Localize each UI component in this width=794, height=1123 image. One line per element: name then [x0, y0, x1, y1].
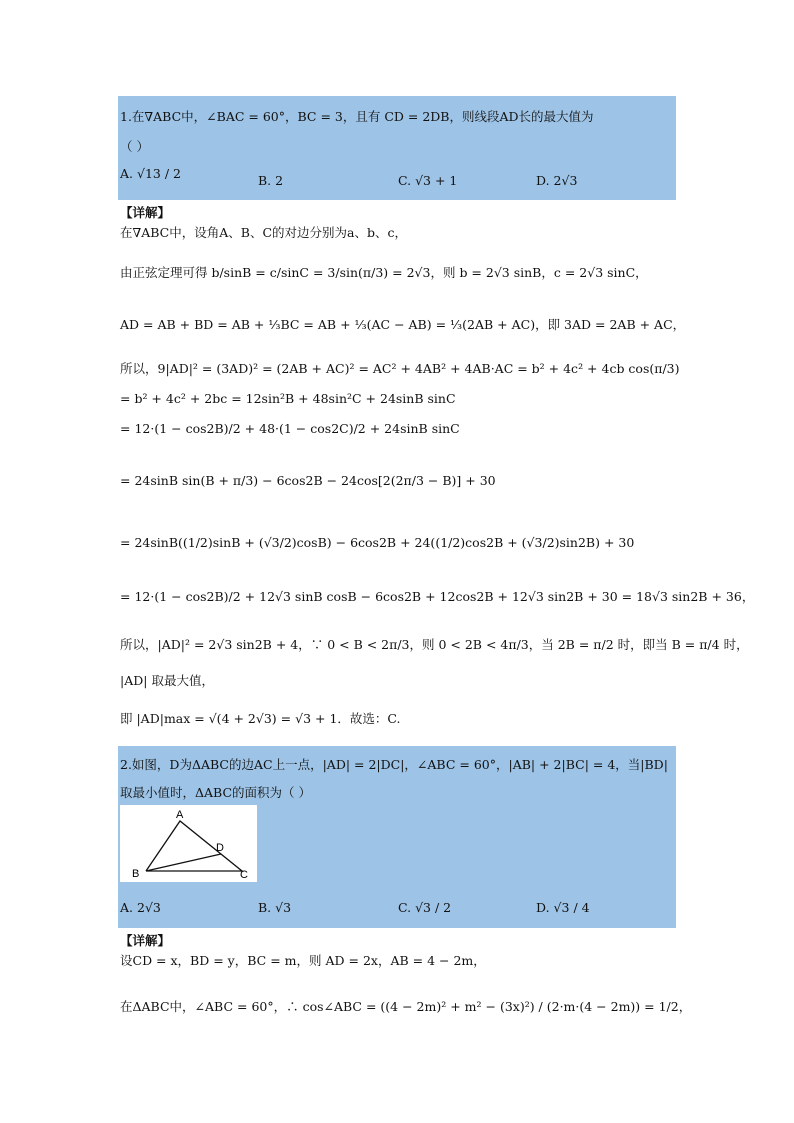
solution-1-line: = 12·(1 − cos2B)/2 + 48·(1 − cos2C)/2 + 24sinB sinC	[120, 421, 460, 436]
q2-choice-a[interactable]	[120, 900, 161, 915]
q1-choice-a[interactable]	[120, 166, 181, 181]
solution-1-line: 在∇ABC中，设角A、B、C的对边分别为a、b、c，	[120, 225, 407, 240]
choice-text: √3	[275, 900, 292, 915]
solution-1-line: AD = AB + BD = AB + ⅓BC = AB + ⅓(AC − AB) = ⅓(2AB + AC)，即 3AD = 2AB + AC，	[120, 317, 686, 332]
choice-letter: B.	[258, 173, 272, 188]
q1-choice-d[interactable]	[536, 173, 577, 188]
solution-1-line: = 12·(1 − cos2B)/2 + 12√3 sinB cosB − 6cos2B + 12cos2B + 12√3 sin2B + 30 = 18√3 sin2B + 36，	[120, 589, 755, 604]
choice-letter: B.	[258, 900, 272, 915]
label-c: C	[240, 869, 248, 881]
choice-letter: C.	[398, 173, 412, 188]
question-1-paren: （ ）	[120, 139, 149, 154]
q2-choice-b[interactable]	[258, 900, 291, 915]
q1-choice-b[interactable]	[258, 173, 283, 188]
solution-2-heading: 【详解】	[120, 933, 171, 948]
question-2-stem-cont: 取最小值时，ΔABC的面积为（ ）	[120, 785, 312, 800]
segment-bd	[146, 854, 221, 871]
choice-text: √3 + 1	[415, 173, 458, 188]
q1-choice-c[interactable]	[398, 173, 457, 188]
solution-1-heading: 【详解】	[120, 205, 171, 220]
solution-1-line: = b² + 4c² + 2bc = 12sin²B + 48sin²C + 24sinB sinC	[120, 391, 456, 406]
label-b: B	[132, 868, 140, 880]
solution-2-line: 在ΔABC中，∠ABC = 60°，∴ cos∠ABC = ((4 − 2m)² + m² − (3x)²) / (2·m·(4 − 2m)) = 1/2，	[120, 999, 692, 1014]
q2-choice-d[interactable]	[536, 900, 590, 915]
triangle-diagram	[120, 805, 257, 882]
question-2-stem: 2.如图，D为ΔABC的边AC上一点，|AD| = 2|DC|，∠ABC = 60°，|AB| + 2|BC| = 4，当|BD|	[120, 757, 668, 772]
solution-1-line: = 24sinB sin(B + π/3) − 6cos2B − 24cos[2(2π/3 − B)] + 30	[120, 473, 496, 488]
solution-1-line: 由正弦定理可得 b/sinB = c/sinC = 3/sin(π/3) = 2√3，则 b = 2√3 sinB，c = 2√3 sinC，	[120, 265, 648, 280]
choice-text: √3 / 2	[415, 900, 452, 915]
solution-2-line: 设CD = x，BD = y，BC = m，则 AD = 2x，AB = 4 − 2m，	[120, 953, 486, 968]
label-d: D	[216, 842, 224, 854]
choice-text: 2√3	[553, 173, 578, 188]
solution-1-line: 所以，|AD|² = 2√3 sin2B + 4，∵ 0 < B < 2π/3，则 0 < 2B < 4π/3，当 2B = π/2 时，即当 B = π/4 时，	[120, 637, 749, 652]
solution-1-line: = 24sinB((1/2)sinB + (√3/2)cosB) − 6cos2B + 24((1/2)cos2B + (√3/2)sin2B) + 30	[120, 535, 635, 550]
solution-1-line: 所以，9|AD|² = (3AD)² = (2AB + AC)² = AC² + 4AB² + 4AB·AC = b² + 4c² + 4cb cos(π/3)	[120, 361, 680, 376]
choice-text: √3 / 4	[553, 900, 590, 915]
choice-letter: D.	[536, 900, 550, 915]
choice-letter: A.	[120, 900, 134, 915]
choice-text: 2√3	[137, 900, 161, 915]
choice-letter: C.	[398, 900, 412, 915]
triangle-figure	[120, 805, 257, 882]
label-a: A	[176, 809, 184, 821]
solution-1-line: 即 |AD|max = √(4 + 2√3) = √3 + 1．故选：C.	[120, 711, 401, 726]
solution-1-line: |AD| 取最大值，	[120, 673, 214, 688]
triangle-abc	[146, 821, 242, 871]
choice-letter: A.	[120, 166, 134, 181]
choice-text: 2	[275, 173, 284, 188]
choice-letter: D.	[536, 173, 550, 188]
choice-text: √13 / 2	[137, 166, 181, 181]
q2-choice-c[interactable]	[398, 900, 451, 915]
question-1-stem: 1.在∇ABC中，∠BAC = 60°，BC = 3，且有 CD = 2DB，则线段AD长的最大值为	[120, 109, 594, 124]
